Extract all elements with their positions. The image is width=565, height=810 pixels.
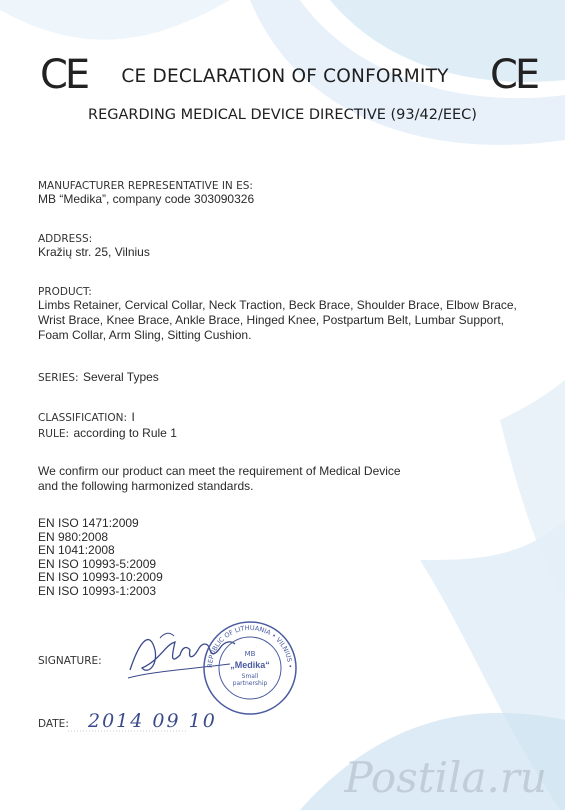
standard-item: EN 980:2008 bbox=[38, 529, 109, 544]
document-subtitle: REGARDING MEDICAL DEVICE DIRECTIVE (93/42/EEC) bbox=[88, 107, 477, 123]
signature-label: SIGNATURE: bbox=[38, 655, 102, 667]
classification-value: I bbox=[131, 410, 135, 424]
date-label: DATE: bbox=[38, 718, 69, 730]
svg-text:partnership: partnership bbox=[232, 680, 268, 687]
product-section bbox=[38, 286, 538, 343]
statement-line: and the following harmonized standards. bbox=[38, 479, 254, 493]
standard-item: EN ISO 10993-1:2003 bbox=[38, 583, 157, 598]
svg-text:REPUBLIC OF LITHUANIA • VILNIU: REPUBLIC OF LITHUANIA • VILNIUS • bbox=[205, 623, 295, 669]
svg-text:MB: MB bbox=[244, 650, 256, 658]
product-line: Wrist Brace, Knee Brace, Ankle Brace, Hinged Knee, Postpartum Belt, Lumbar Support, bbox=[38, 313, 505, 327]
date-value: 2014 09 10 bbox=[88, 710, 217, 732]
series-section bbox=[38, 368, 538, 386]
address-section bbox=[38, 233, 538, 260]
svg-text:Small: Small bbox=[241, 673, 259, 680]
document-title: CE DECLARATION OF CONFORMITY bbox=[121, 66, 449, 87]
rule-section bbox=[38, 424, 538, 442]
product-line: Limbs Retainer, Cervical Collar, Neck Traction, Beck Brace, Shoulder Brace, Elbow Brace, bbox=[38, 298, 517, 312]
standard-item: EN ISO 1471:2009 bbox=[38, 516, 139, 530]
standard-item: EN ISO 10993-10:2009 bbox=[38, 570, 163, 585]
manufacturer-label: MANUFACTURER REPRESENTATIVE IN ES: bbox=[38, 180, 253, 192]
statement-line: We confirm our product can meet the requirement of Medical Device bbox=[38, 464, 401, 478]
ce-mark-left: CE bbox=[40, 52, 88, 98]
svg-text:„Medika“: „Medika“ bbox=[230, 660, 270, 670]
date-line bbox=[68, 728, 188, 734]
address-value: Kražių str. 25, Vilnius bbox=[38, 245, 150, 259]
series-value: Several Types bbox=[82, 370, 159, 384]
manufacturer-section bbox=[38, 180, 538, 207]
ce-mark-right: CE bbox=[490, 52, 538, 98]
rule-value: according to Rule 1 bbox=[73, 426, 177, 440]
standard-item: EN ISO 10993-5:2009 bbox=[38, 556, 157, 571]
watermark: Postila.ru bbox=[344, 753, 547, 802]
standards-list bbox=[38, 517, 538, 599]
manufacturer-value: MB “Medika”, company code 303090326 bbox=[38, 192, 255, 206]
rule-label: RULE: bbox=[38, 428, 70, 440]
series-label: SERIES: bbox=[38, 372, 79, 384]
product-label: PRODUCT: bbox=[38, 286, 92, 298]
company-stamp bbox=[200, 618, 300, 718]
statement-section bbox=[38, 464, 538, 494]
classification-label: CLASSIFICATION: bbox=[38, 412, 128, 424]
address-label: ADDRESS: bbox=[38, 233, 93, 245]
standard-item: EN 1041:2008 bbox=[38, 543, 115, 558]
product-line: Foam Collar, Arm Sling, Sitting Cushion. bbox=[38, 328, 252, 342]
